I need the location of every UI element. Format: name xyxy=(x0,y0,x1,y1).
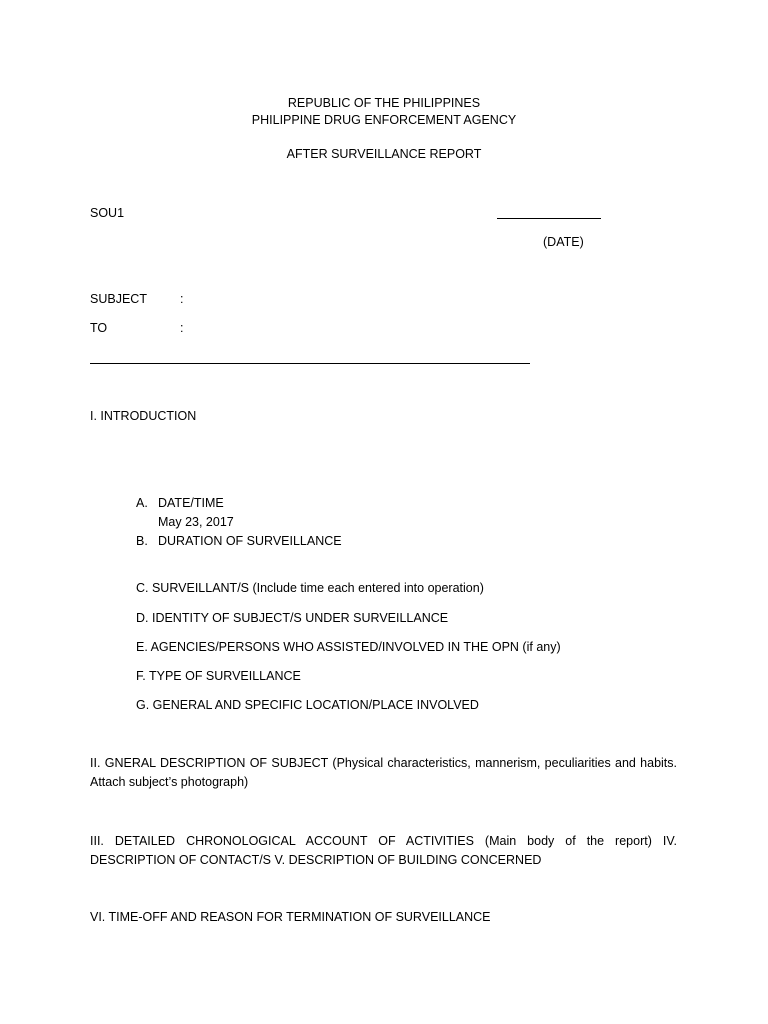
subject-colon: : xyxy=(180,292,184,306)
section-ii: II. GNERAL DESCRIPTION OF SUBJECT (Physical characteristics, mannerism, peculiarities and habits. Attach subject’s photograph) xyxy=(90,756,677,789)
intro-heading: I. INTRODUCTION xyxy=(90,409,197,423)
header-republic: REPUBLIC OF THE PHILIPPINES xyxy=(287,96,481,110)
item-a-text: DATE/TIME xyxy=(158,496,224,510)
to-label: TO xyxy=(90,321,108,335)
item-b-marker: B. xyxy=(136,534,148,548)
section-vi: VI. TIME-OFF AND REASON FOR TERMINATION OF SURVEILLANCE xyxy=(90,910,491,924)
report-title: AFTER SURVEILLANCE REPORT xyxy=(286,147,482,161)
date-blank xyxy=(497,206,601,223)
item-b-text: DURATION OF SURVEILLANCE xyxy=(158,534,342,548)
separator-line-rule xyxy=(90,351,530,364)
item-f: F. TYPE OF SURVEILLANCE xyxy=(136,669,301,683)
item-a-marker: A. xyxy=(136,496,148,510)
item-e: E. AGENCIES/PERSONS WHO ASSISTED/INVOLVED IN THE OPN (if any) xyxy=(136,640,561,654)
section-iii-iv-v: III. DETAILED CHRONOLOGICAL ACCOUNT OF ACTIVITIES (Main body of the report) IV. DESCRIPTION OF CONTACT/S V. DESCRIPTION OF BUILDING CONCERNED xyxy=(90,834,677,867)
date-label: (DATE) xyxy=(543,235,584,249)
item-d: D. IDENTITY OF SUBJECT/S UNDER SURVEILLANCE xyxy=(136,611,449,625)
subject-label: SUBJECT xyxy=(90,292,147,306)
to-colon: : xyxy=(180,321,184,335)
separator-line xyxy=(90,351,530,368)
header-agency: PHILIPPINE DRUG ENFORCEMENT AGENCY xyxy=(251,113,517,127)
item-g: G. GENERAL AND SPECIFIC LOCATION/PLACE INVOLVED xyxy=(136,698,479,712)
date-blank-line xyxy=(497,206,601,219)
unit-label: SOU1 xyxy=(90,206,125,220)
item-c: C. SURVEILLANT/S (Include time each entered into operation) xyxy=(136,581,484,595)
item-date-value: May 23, 2017 xyxy=(158,515,234,529)
